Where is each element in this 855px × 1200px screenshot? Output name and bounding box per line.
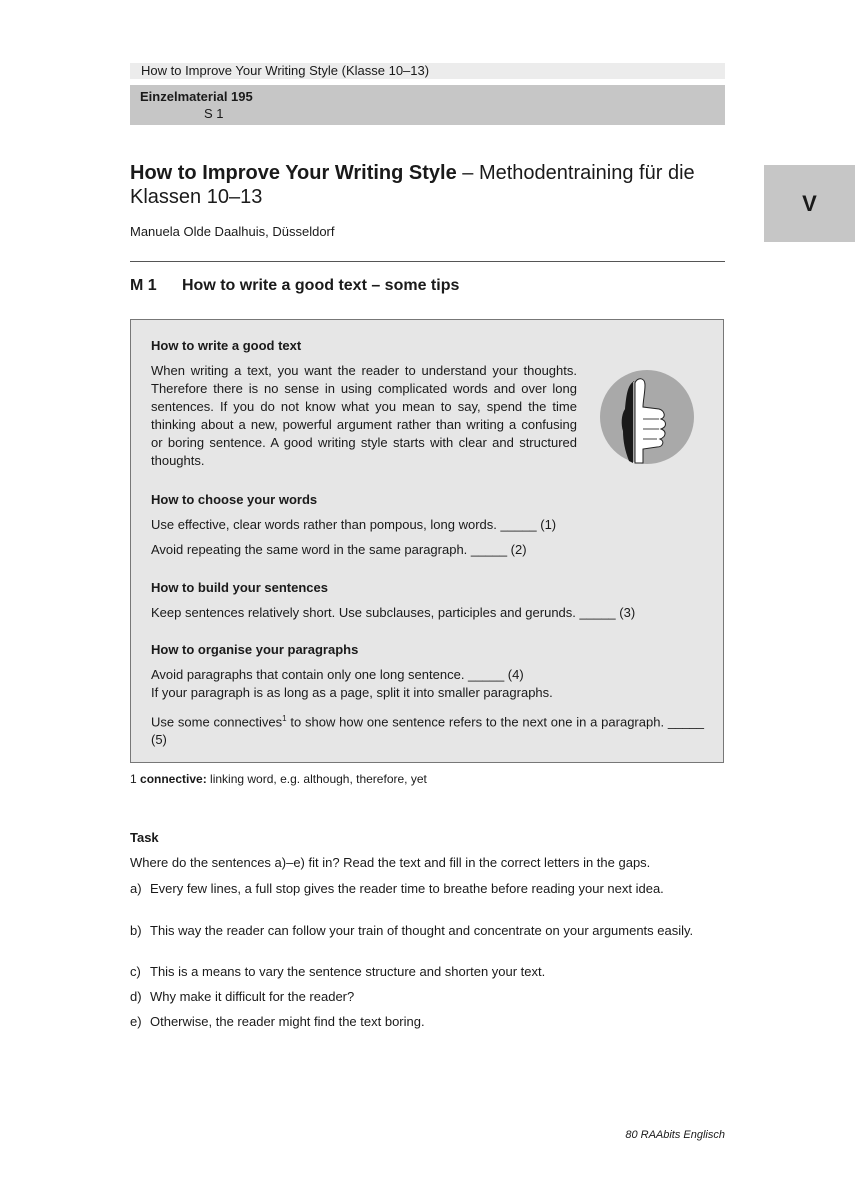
footnote-ref: 1 [282, 714, 287, 723]
option-text: Every few lines, a full stop gives the reader time to breathe before reading your next idea. [150, 881, 664, 896]
task-instruction: Where do the sentences a)–e) fit in? Read the text and fill in the correct letters in the gaps. [130, 855, 651, 870]
option-text: Why make it difficult for the reader? [150, 989, 355, 1004]
title-rest: – Methodentraining für die Klassen 10–13 [130, 162, 695, 208]
intro-paragraph: When writing a text, you want the reader to understand your thoughts. Therefore there is no sense in using complicated words and over long sentences. If you do not know what you mean to say, spend the time thinking about a new, powerful argument rather than writing a confusing or boring sentence. A good writing style starts with clear and structured thoughts. [151, 363, 577, 468]
option-label: e) [130, 1014, 142, 1029]
option-label: a) [130, 881, 142, 896]
option-label: d) [130, 989, 142, 1004]
section-tab: V [764, 165, 855, 242]
footnote-term: connective: [140, 772, 207, 786]
thumbs-up-icon [599, 369, 695, 465]
page-title [130, 161, 730, 209]
tips-box [130, 319, 724, 763]
section-heading: How to build your sentences [151, 580, 328, 595]
tip-line: Keep sentences relatively short. Use subclauses, participles and gerunds. _____ (3) [151, 605, 636, 620]
divider [130, 261, 725, 262]
title-bold: How to Improve Your Writing Style [130, 162, 457, 184]
option-label: b) [130, 923, 142, 938]
author: Manuela Olde Daalhuis, Düsseldorf [130, 224, 335, 239]
task-option [130, 922, 725, 939]
section-heading: How to choose your words [151, 492, 318, 507]
running-header [130, 63, 725, 79]
option-text: This way the reader can follow your train of thought and concentrate on your arguments easily. [150, 923, 694, 938]
page-number: S 1 [204, 106, 224, 121]
section-heading: How to write a good text [151, 338, 302, 353]
material-header [130, 85, 725, 125]
task-option [130, 880, 725, 897]
task-option [130, 988, 725, 1005]
running-title: How to Improve Your Writing Style (Klasse 10–13) [141, 63, 430, 78]
section-heading: How to organise your paragraphs [151, 642, 359, 657]
option-text: Otherwise, the reader might find the text boring. [150, 1014, 425, 1029]
task-heading: Task [130, 830, 159, 845]
footnote-def: linking word, e.g. although, therefore, yet [206, 772, 427, 786]
tip-line: Avoid repeating the same word in the same paragraph. _____ (2) [151, 542, 527, 557]
m1-heading [130, 277, 459, 295]
footnote [130, 772, 427, 786]
tip-line: Use effective, clear words rather than pompous, long words. _____ (1) [151, 517, 557, 532]
task-option [130, 963, 725, 980]
tip-line: Avoid paragraphs that contain only one long sentence. _____ (4) [151, 667, 524, 682]
m1-title: How to write a good text – some tips [182, 277, 460, 294]
option-text: This is a means to vary the sentence structure and shorten your text. [150, 964, 546, 979]
tip-line [151, 710, 704, 749]
tip-line: If your paragraph is as long as a page, split it into smaller paragraphs. [151, 685, 553, 700]
footnote-number: 1 [130, 772, 141, 786]
material-label: Einzelmaterial 195 [140, 89, 253, 104]
tip-text: to show how one sentence refers to the next one in a paragraph. _____ (5) [151, 714, 705, 748]
page-footer: 80 RAAbits Englisch [625, 1129, 725, 1141]
task-option [130, 1013, 725, 1030]
m1-number: M 1 [130, 277, 157, 294]
tip-text: Use some connectives [151, 714, 283, 730]
option-label: c) [130, 964, 141, 979]
